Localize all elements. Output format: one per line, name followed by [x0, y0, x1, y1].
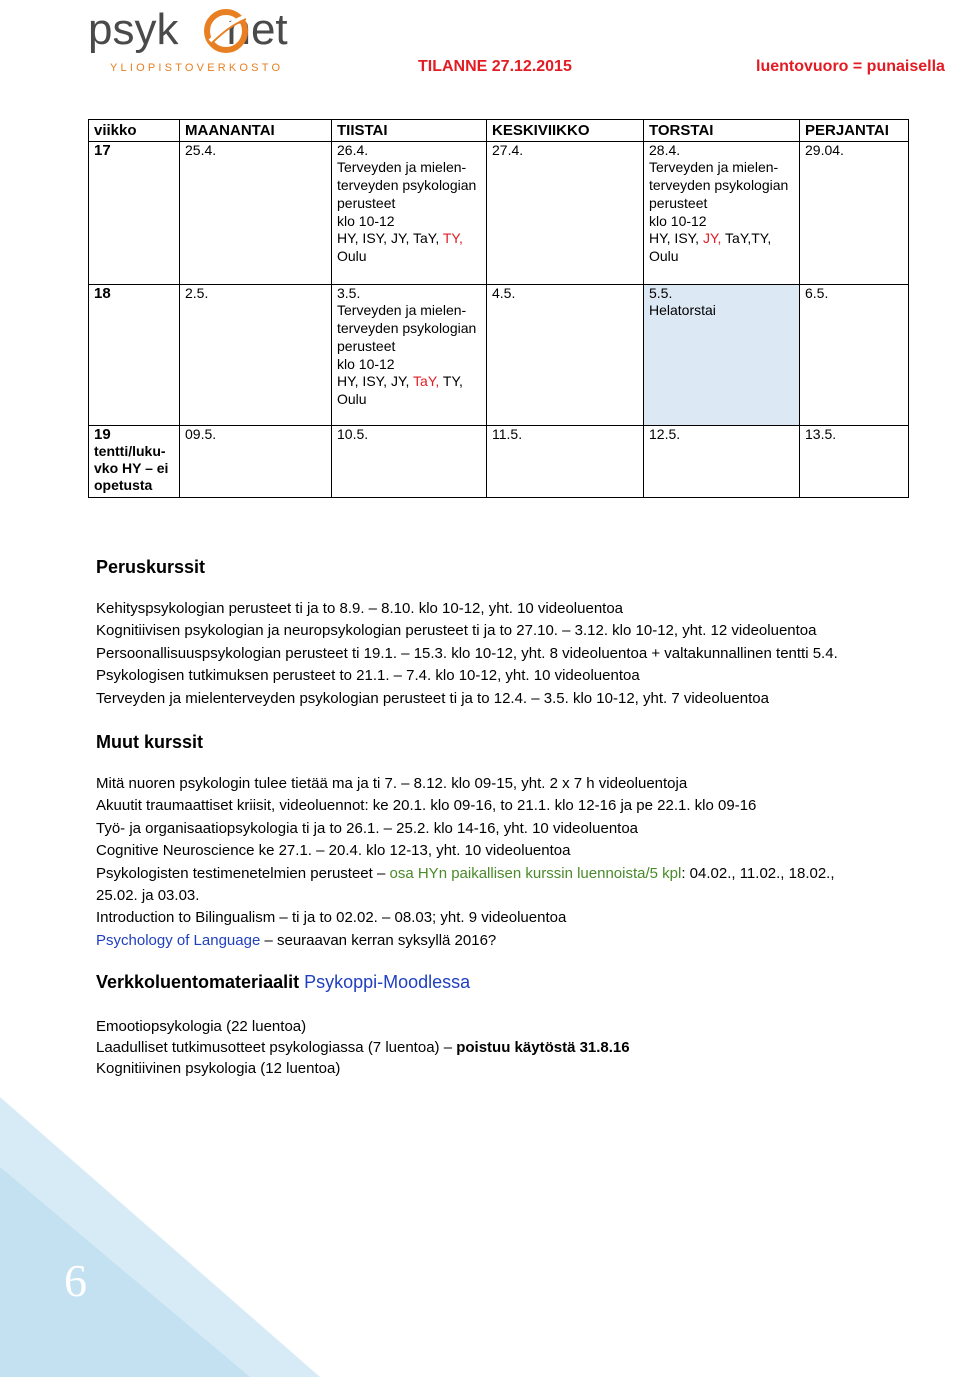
material-line: Kognitiivinen psykologia (12 luentoa): [96, 1060, 341, 1077]
local-course-note: osa HYn paikallisen kurssin luennoista/5 kpl: [389, 864, 682, 882]
section-heading: Peruskurssit: [96, 557, 206, 577]
logo-wordmark: [88, 5, 288, 54]
cell-date: 5.5.: [649, 284, 673, 301]
basic-courses-section: [96, 557, 205, 578]
col-header-friday: PERJANTAI: [800, 120, 909, 142]
col-header-tuesday: TIISTAI: [332, 120, 487, 142]
cell-monday: 25.4.: [180, 141, 332, 284]
course-line: Akuutit traumaattiset kriisit, videoluennot: ke 20.1. klo 09-16, to 21.1. klo 12-16 ja pe 22.1. klo 09-16: [96, 797, 757, 815]
cell-friday: 6.5.: [800, 284, 909, 425]
cell-date: 3.5.: [337, 284, 361, 301]
universities-text: HY, ISY, JY,: [337, 373, 410, 390]
course-line: 25.02. ja 03.03.: [96, 887, 200, 905]
course-line: Persoonallisuuspsykologian perusteet ti 19.1. – 15.3. klo 10-12, yht. 8 videoluentoa + valtakunnallinen tentti 5.4.: [96, 644, 838, 662]
course-universities: [337, 373, 481, 391]
cell-wednesday: 27.4.: [487, 141, 644, 284]
cell-tuesday: [332, 141, 487, 284]
logo-ring-icon: [200, 3, 252, 55]
material-text: Laadulliset tutkimusotteet psykologiassa (7 luentoa) –: [96, 1039, 453, 1056]
course-line: [96, 863, 835, 885]
course-line: Kognitiivisen psykologian ja neuropsykologian perusteet ti ja to 27.10. – 3.12. klo 10-12, yht. 12 videoluentoa: [96, 622, 817, 640]
course-line: Introduction to Bilingualism – ti ja to 02.02. – 08.03; yht. 9 videoluentoa: [96, 909, 567, 927]
other-courses-list: [96, 773, 835, 952]
legend-note: luentovuoro = punaisella: [756, 58, 945, 75]
cell-thursday: [644, 141, 800, 284]
course-time: klo 10-12: [649, 212, 707, 229]
cell-date: 28.4.: [649, 141, 681, 158]
basic-courses-list: [96, 598, 838, 710]
lecturing-university: JY,: [702, 230, 722, 247]
material-line: Emootiopsykologia (22 luentoa): [96, 1018, 307, 1035]
decorative-corner: [0, 1097, 320, 1377]
week-number: 17: [89, 141, 180, 284]
material-line: [96, 1037, 630, 1058]
cell-date: 26.4.: [337, 141, 369, 158]
cell-wednesday: 11.5.: [487, 425, 644, 497]
course-line: Terveyden ja mielenterveyden psykologian perusteet ti ja to 12.4. – 3.5. klo 10-12, yht. 7 videoluentoa: [96, 689, 769, 707]
cell-monday: 09.5.: [180, 425, 332, 497]
cell-thursday-holiday: [644, 284, 800, 425]
cell-tuesday: [332, 284, 487, 425]
col-header-thursday: TORSTAI: [644, 120, 800, 142]
universities-text: HY, ISY,: [649, 230, 700, 247]
course-line: Cognitive Neuroscience ke 27.1. – 20.4. klo 12-13, yht. 10 videoluentoa: [96, 842, 571, 860]
logo-subtitle: YLIOPISTOVERKOSTO: [110, 62, 284, 74]
course-line: Kehityspsykologian perusteet ti ja to 8.9. – 8.10. klo 10-12, yht. 10 videoluentoa: [96, 600, 624, 617]
course-time: klo 10-12: [337, 355, 395, 372]
course-universities: [337, 230, 481, 248]
course-line: Mitä nuoren psykologin tulee tietää ma ja ti 7. – 8.12. klo 09-15, yht. 2 x 7 h videoluentoja: [96, 775, 688, 792]
holiday-label: Helatorstai: [649, 302, 716, 319]
week-number: 18: [89, 284, 180, 425]
online-materials-list: [96, 1016, 630, 1079]
cell-thursday: 12.5.: [644, 425, 800, 497]
table-row-week-19: [89, 425, 909, 497]
removal-note: poistuu käytöstä 31.8.16: [456, 1039, 630, 1056]
week-number: 19: [94, 425, 111, 443]
course-line: Työ- ja organisaatiopsykologia ti ja to 26.1. – 25.2. klo 14-16, yht. 10 videoluentoa: [96, 819, 639, 837]
course-city: Oulu: [337, 390, 367, 407]
course-city: Oulu: [337, 247, 367, 264]
course-city: Oulu: [649, 247, 679, 264]
table-row-week-17: [89, 141, 909, 284]
universities-text: TY,: [442, 373, 463, 390]
table-row-week-18: [89, 284, 909, 425]
course-text: Psykologisten testimenetelmien perusteet –: [96, 864, 386, 882]
course-time: klo 10-12: [337, 212, 395, 229]
cell-friday: 29.04.: [800, 141, 909, 284]
section-heading: [96, 972, 470, 993]
page-number: 6: [64, 1255, 87, 1306]
lecturing-university: TaY,: [413, 373, 440, 390]
col-header-monday: MAANANTAI: [180, 120, 332, 142]
course-name: Terveyden ja mielen- terveyden psykologian perusteet: [337, 302, 477, 354]
course-universities: [649, 230, 794, 248]
psykonet-logo: [88, 0, 318, 80]
col-header-wednesday: KESKIVIIKKO: [487, 120, 644, 142]
online-materials-section: [96, 972, 470, 993]
week-note: tentti/luku-vko HY – ei opetusta: [94, 443, 169, 494]
status-date: TILANNE 27.12.2015: [418, 58, 572, 75]
course-line: [96, 930, 835, 952]
cell-tuesday: 10.5.: [332, 425, 487, 497]
logo-text-left: psyk: [88, 5, 179, 54]
course-text: : 04.02., 11.02., 18.02.,: [681, 864, 835, 882]
universities-text: HY, ISY, JY, TaY,: [337, 230, 440, 247]
schedule-table: [88, 119, 909, 498]
moodle-link[interactable]: Psykoppi-Moodlessa: [304, 972, 471, 992]
cell-monday: 2.5.: [180, 284, 332, 425]
col-header-week: viikko: [89, 120, 180, 142]
week-cell: [89, 425, 180, 497]
course-line: Psykologisen tutkimuksen perusteet to 21.1. – 7.4. klo 10-12, yht. 10 videoluentoa: [96, 667, 640, 685]
lecturing-university: TY,: [442, 230, 463, 247]
psychology-of-language-link[interactable]: Psychology of Language: [96, 931, 261, 949]
table-header-row: [89, 120, 909, 142]
course-name: Terveyden ja mielen- terveyden psykologian perusteet: [337, 159, 477, 211]
cell-wednesday: 4.5.: [487, 284, 644, 425]
course-text: – seuraavan kerran syksyllä 2016?: [260, 931, 497, 949]
universities-text: TaY,TY,: [725, 230, 772, 247]
course-name: Terveyden ja mielen- terveyden psykologian perusteet: [649, 159, 789, 211]
logo-text-right: net: [226, 5, 288, 54]
heading-text: Verkkoluentomateriaalit: [96, 972, 300, 992]
other-courses-section: [96, 732, 203, 753]
cell-friday: 13.5.: [800, 425, 909, 497]
section-heading: Muut kurssit: [96, 732, 204, 752]
